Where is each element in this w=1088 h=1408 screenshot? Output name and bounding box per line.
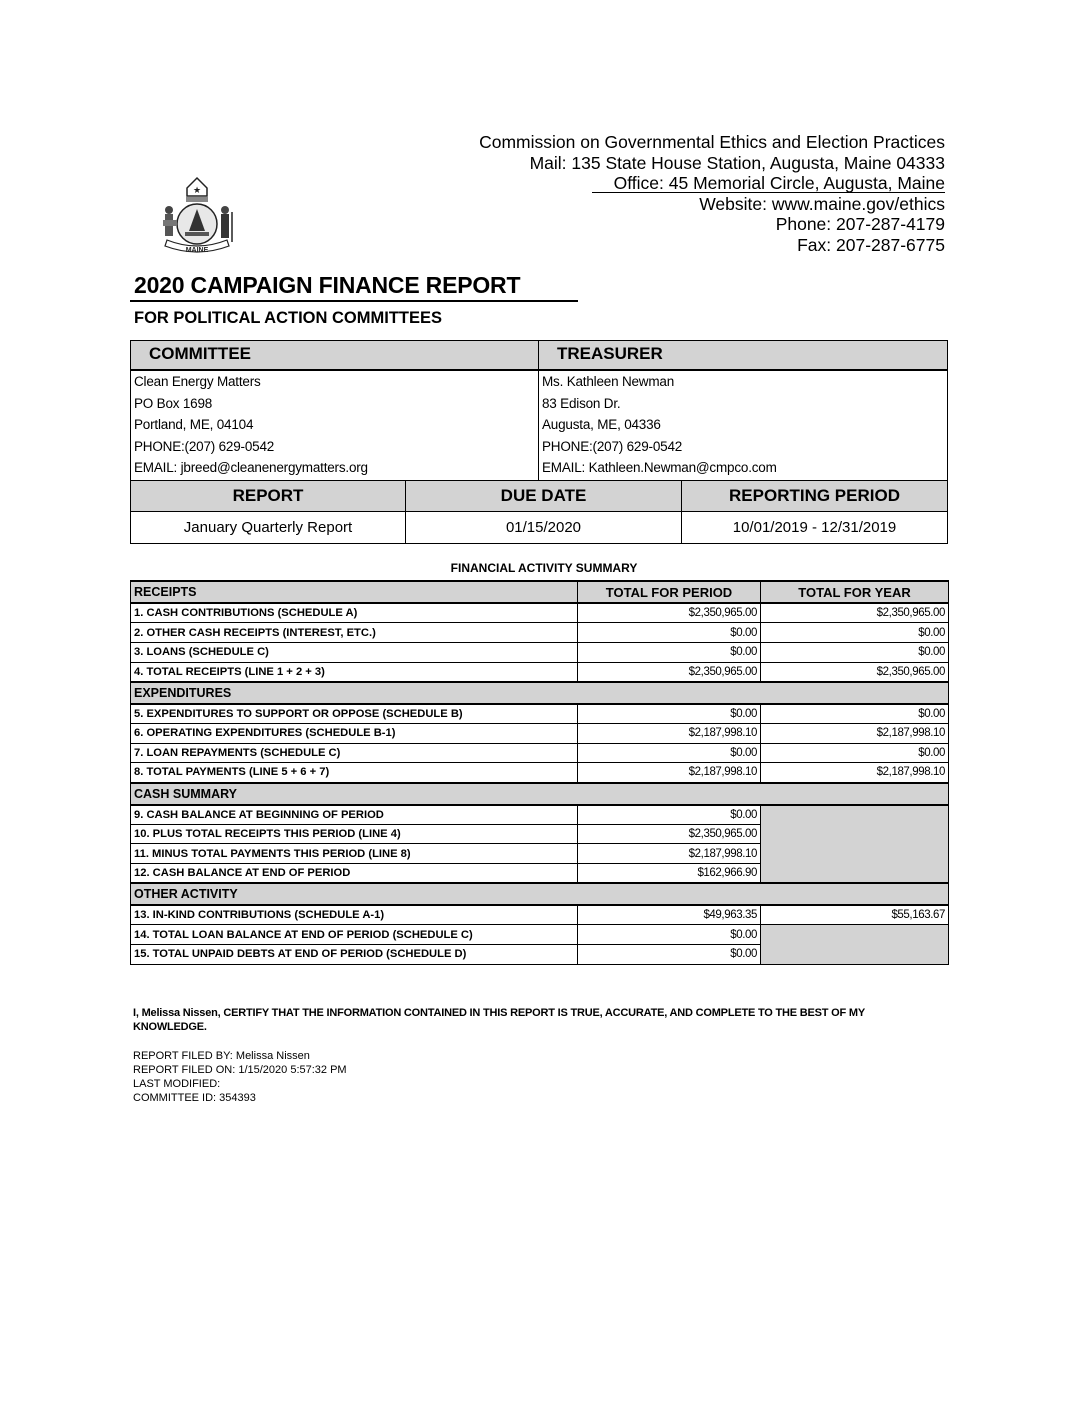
filed-by: REPORT FILED BY: Melissa Nissen — [133, 1050, 310, 1062]
table-row — [131, 662, 949, 682]
col-total-year: TOTAL FOR YEAR — [761, 581, 949, 603]
row-label: 4. TOTAL RECEIPTS (LINE 1 + 2 + 3) — [131, 662, 578, 682]
report-subtitle: FOR POLITICAL ACTION COMMITTEES — [134, 309, 442, 327]
agency-name: Commission on Governmental Ethics and Election Practices — [479, 132, 945, 152]
office-address: Office: 45 Memorial Circle, Augusta, Maine — [592, 174, 945, 193]
section-expenditures: EXPENDITURES — [131, 682, 949, 704]
report-info-table — [130, 480, 948, 544]
table-row — [131, 623, 949, 643]
treasurer-email: EMAIL: Kathleen.Newman@cmpco.com — [542, 460, 777, 476]
period-amount: $162,966.90 — [578, 864, 761, 884]
row-label: 10. PLUS TOTAL RECEIPTS THIS PERIOD (LINE 4) — [131, 824, 578, 844]
row-label: 5. EXPENDITURES TO SUPPORT OR OPPOSE (SCHEDULE B) — [131, 704, 578, 724]
reporting-period-header: REPORTING PERIOD — [682, 481, 948, 512]
year-amount-na — [761, 925, 949, 964]
report-title: 2020 CAMPAIGN FINANCE REPORT — [134, 272, 521, 298]
treasurer-address: 83 Edison Dr. — [542, 395, 621, 411]
row-label: 7. LOAN REPAYMENTS (SCHEDULE C) — [131, 743, 578, 763]
row-label: 1. CASH CONTRIBUTIONS (SCHEDULE A) — [131, 603, 578, 623]
year-amount: $55,163.67 — [761, 905, 949, 925]
due-date-header: DUE DATE — [406, 481, 682, 512]
period-amount: $0.00 — [578, 623, 761, 643]
table-row — [131, 642, 949, 662]
maine-seal-icon — [155, 176, 239, 260]
table-row — [131, 704, 949, 724]
phone: Phone: 207-287-4179 — [775, 214, 945, 235]
section-other-activity: OTHER ACTIVITY — [131, 883, 949, 905]
row-label: 8. TOTAL PAYMENTS (LINE 5 + 6 + 7) — [131, 763, 578, 783]
committee-name: Clean Energy Matters — [134, 374, 261, 389]
row-label: 3. LOANS (SCHEDULE C) — [131, 642, 578, 662]
report-header: REPORT — [131, 481, 406, 512]
committee-heading: COMMITTEE — [131, 341, 538, 371]
filing-info — [133, 1049, 347, 1105]
period-amount: $0.00 — [578, 743, 761, 763]
website: Website: www.maine.gov/ethics — [699, 193, 945, 214]
year-amount: $0.00 — [761, 743, 949, 763]
treasurer-section — [539, 341, 947, 480]
table-row — [131, 925, 949, 945]
row-label: 15. TOTAL UNPAID DEBTS AT END OF PERIOD (SCHEDULE D) — [131, 945, 578, 965]
table-row — [131, 805, 949, 825]
year-amount: $0.00 — [761, 623, 949, 643]
year-amount-na — [761, 805, 949, 884]
summary-title: FINANCIAL ACTIVITY SUMMARY — [450, 561, 638, 575]
period-amount: $2,350,965.00 — [578, 603, 761, 623]
treasurer-name: Ms. Kathleen Newman — [542, 374, 675, 389]
row-label: 12. CASH BALANCE AT END OF PERIOD — [131, 864, 578, 884]
row-label: 14. TOTAL LOAN BALANCE AT END OF PERIOD (SCHEDULE C) — [131, 925, 578, 945]
year-amount: $2,187,998.10 — [761, 763, 949, 783]
fax: Fax: 207-287-6775 — [797, 234, 945, 255]
committee-id: COMMITTEE ID: 354393 — [133, 1092, 256, 1104]
table-row — [131, 763, 949, 783]
committee-address: PO Box 1698 — [134, 395, 213, 411]
section-cash-summary: CASH SUMMARY — [131, 783, 949, 805]
period-amount: $0.00 — [578, 642, 761, 662]
financial-summary-table — [130, 580, 949, 965]
committee-section — [131, 341, 539, 480]
agency-contact-block — [479, 132, 945, 256]
svg-text:MAINE: MAINE — [185, 247, 209, 254]
committee-phone: PHONE:(207) 629-0542 — [134, 438, 275, 454]
svg-text:★: ★ — [192, 185, 202, 195]
row-label: 11. MINUS TOTAL PAYMENTS THIS PERIOD (LINE 8) — [131, 844, 578, 864]
row-label: 2. OTHER CASH RECEIPTS (INTEREST, ETC.) — [131, 623, 578, 643]
period-amount: $2,187,998.10 — [578, 763, 761, 783]
table-row — [131, 905, 949, 925]
filed-on: REPORT FILED ON: 1/15/2020 5:57:32 PM — [133, 1064, 347, 1076]
period-amount: $0.00 — [578, 805, 761, 825]
table-row — [131, 603, 949, 623]
section-receipts: RECEIPTS — [131, 581, 578, 603]
period-amount: $2,350,965.00 — [578, 824, 761, 844]
committee-treasurer-box — [130, 340, 948, 481]
treasurer-heading: TREASURER — [539, 341, 947, 371]
row-label: 13. IN-KIND CONTRIBUTIONS (SCHEDULE A-1) — [131, 905, 578, 925]
reporting-period: 10/01/2019 - 12/31/2019 — [682, 512, 948, 544]
last-modified: LAST MODIFIED: — [133, 1078, 221, 1090]
period-amount: $0.00 — [578, 945, 761, 965]
period-amount: $2,187,998.10 — [578, 723, 761, 743]
period-amount: $0.00 — [578, 704, 761, 724]
mail-address: Mail: 135 State House Station, Augusta, Maine 04333 — [529, 152, 945, 173]
due-date: 01/15/2020 — [406, 512, 682, 544]
period-amount: $2,187,998.10 — [578, 844, 761, 864]
table-row — [131, 723, 949, 743]
row-label: 9. CASH BALANCE AT BEGINNING OF PERIOD — [131, 805, 578, 825]
col-total-period: TOTAL FOR PERIOD — [578, 581, 761, 603]
year-amount: $2,350,965.00 — [761, 662, 949, 682]
committee-city: Portland, ME, 04104 — [134, 417, 254, 433]
row-label: 6. OPERATING EXPENDITURES (SCHEDULE B-1) — [131, 723, 578, 743]
period-amount: $49,963.35 — [578, 905, 761, 925]
title-underline — [130, 300, 578, 302]
committee-email: EMAIL: jbreed@cleanenergymatters.org — [134, 460, 368, 476]
period-amount: $2,350,965.00 — [578, 662, 761, 682]
year-amount: $0.00 — [761, 642, 949, 662]
year-amount: $0.00 — [761, 704, 949, 724]
treasurer-phone: PHONE:(207) 629-0542 — [542, 438, 683, 454]
treasurer-city: Augusta, ME, 04336 — [542, 417, 661, 433]
period-amount: $0.00 — [578, 925, 761, 945]
certification-statement: I, Melissa Nissen, CERTIFY THAT THE INFORMATION CONTAINED IN THIS REPORT IS TRUE, ACCURATE, AND COMPLETE TO THE BEST OF MY KNOWLEDGE. — [133, 1007, 865, 1033]
year-amount: $2,350,965.00 — [761, 603, 949, 623]
year-amount: $2,187,998.10 — [761, 723, 949, 743]
report-type: January Quarterly Report — [131, 512, 406, 544]
table-row — [131, 743, 949, 763]
